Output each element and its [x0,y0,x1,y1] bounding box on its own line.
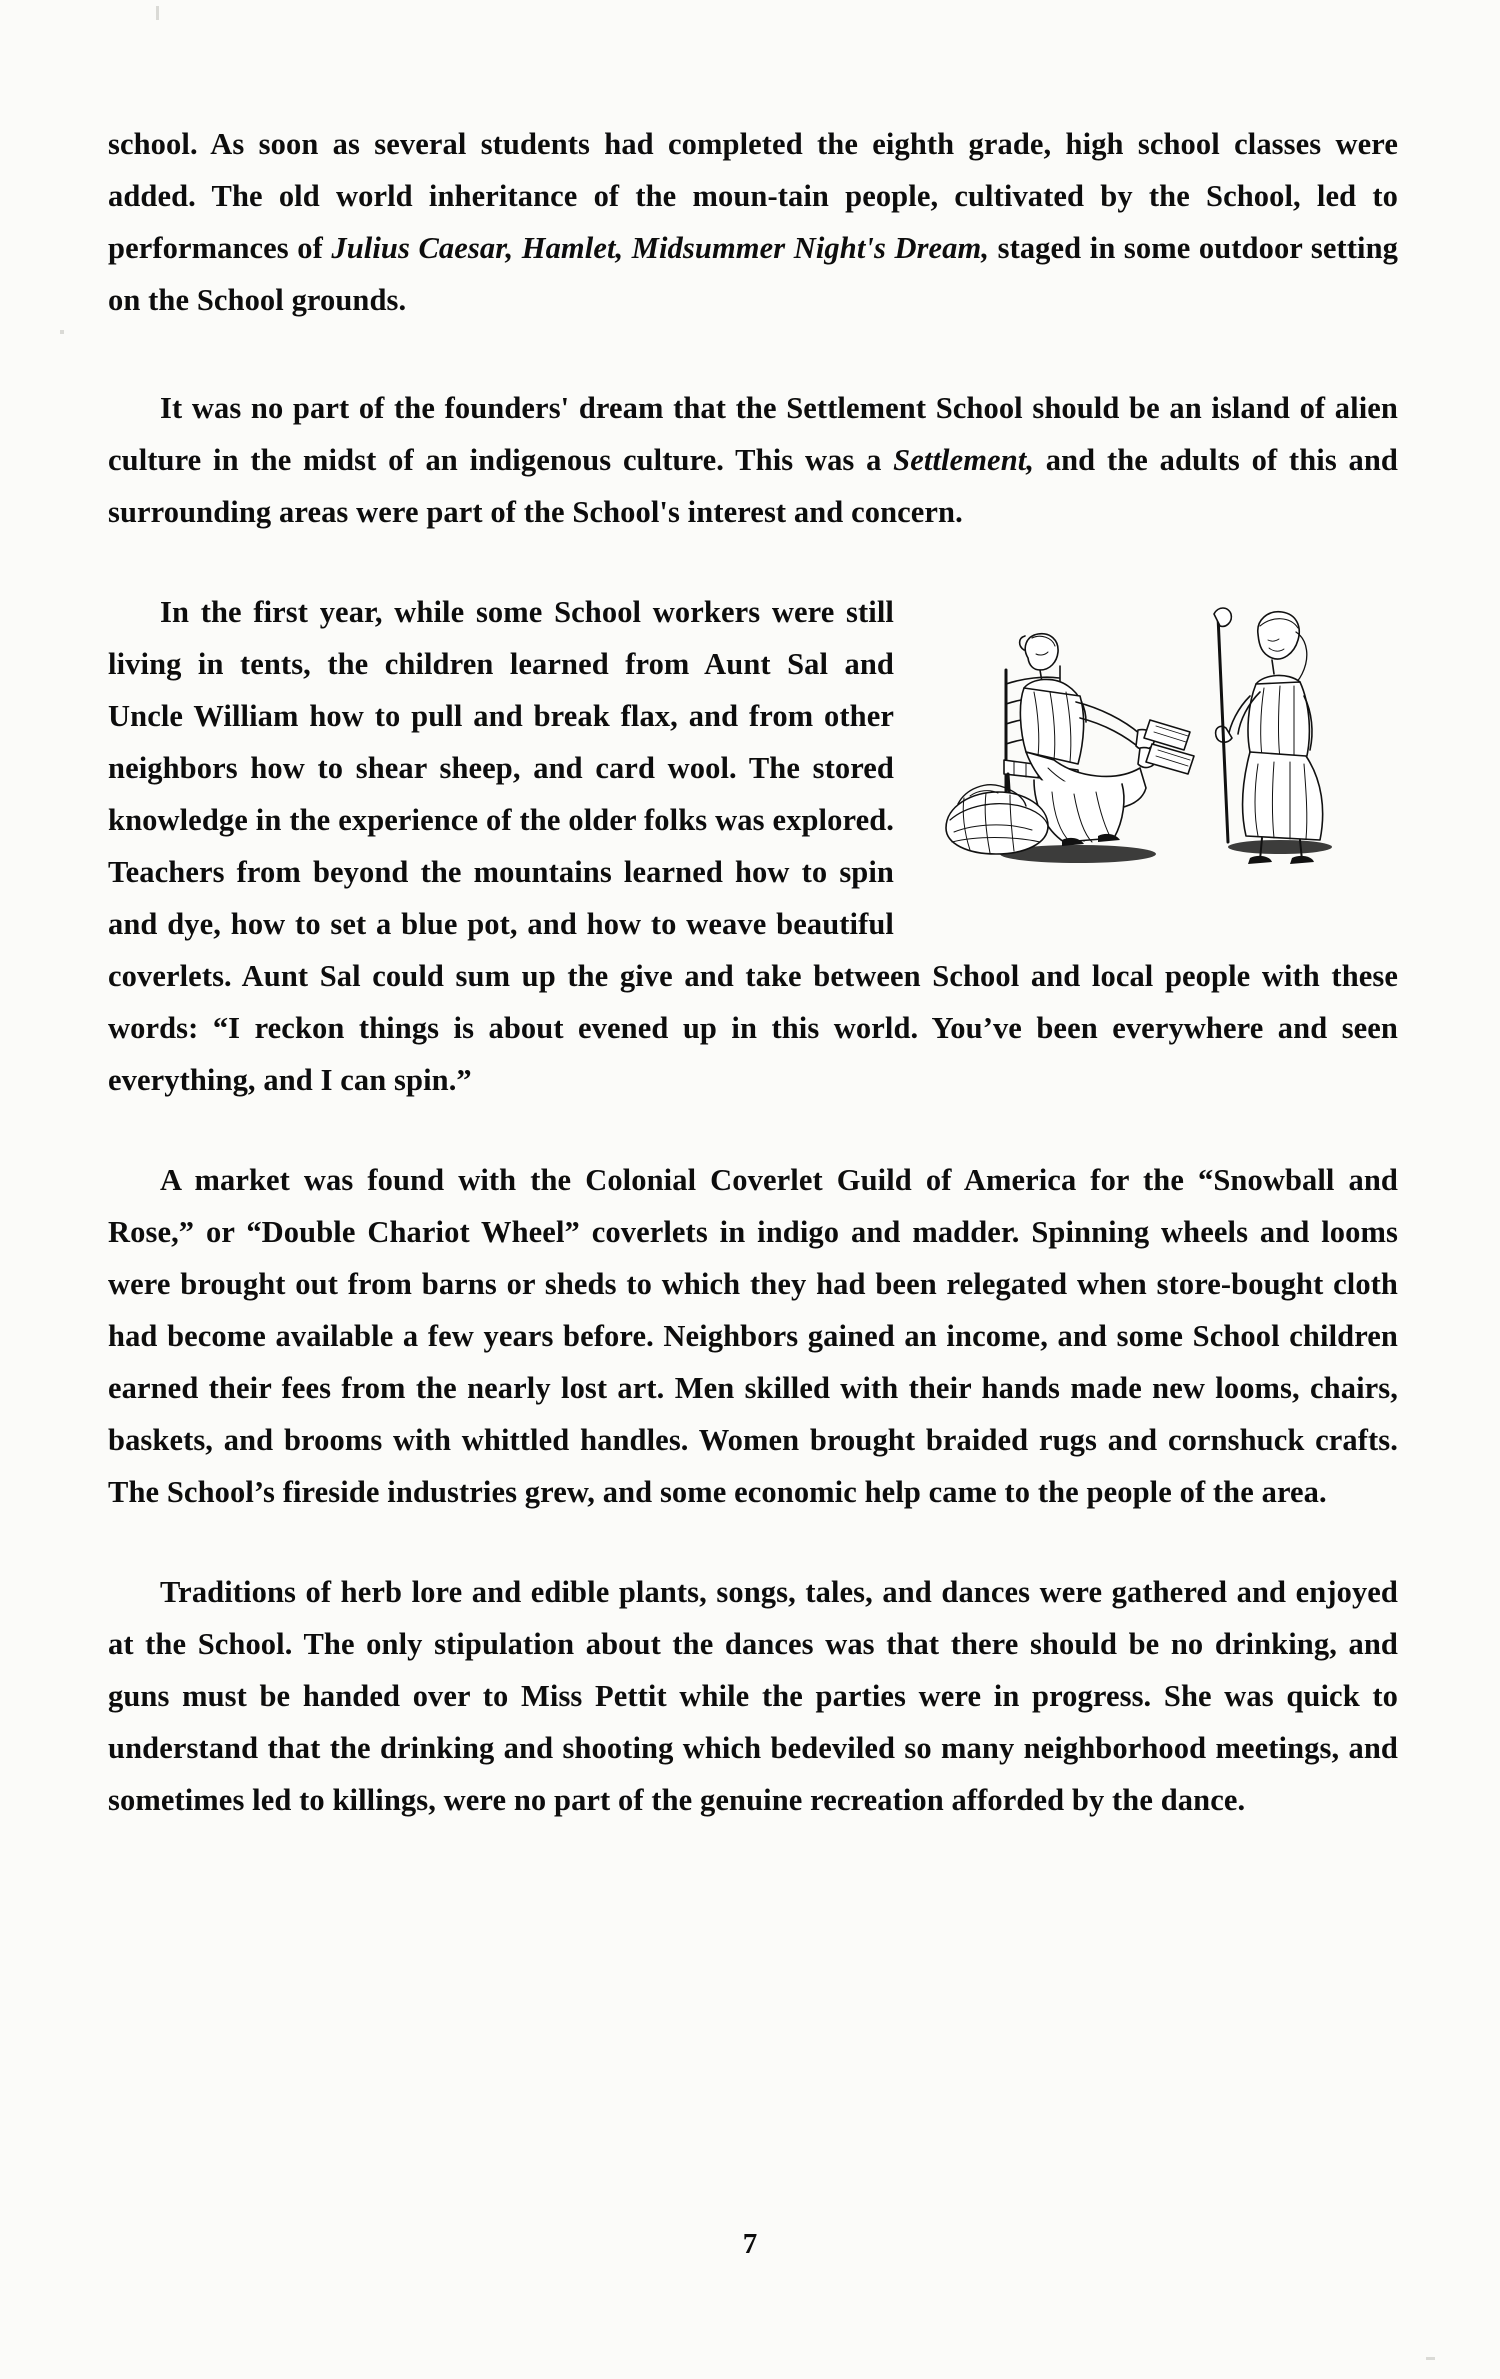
italic-run: Settlement, [893,443,1035,477]
page-body [108,118,1398,1826]
text-run: A market was found with the Colonial Coverlet Guild of America for the “Snowball and Rose,” or “Double Chariot Wheel” coverlets in indigo and madder. Spinning wheels and looms were brought out from barns or sheds to which they had been relegated when store-bought cloth had become available a few years before. Neighbors gained an income, and some School children earned their fees from the nearly lost art. Men skilled with their hands made new looms, chairs, baskets, and brooms with whittled handles. Women brought braided rugs and cornshuck crafts. The School’s fireside industries grew, and some economic help came to the people of the area. [108,1163,1398,1509]
scan-speck [60,330,64,334]
scan-speck [1426,2357,1435,2360]
text-run: Traditions of herb lore and edible plants, songs, tales, and dances were gathered and enjoyed at the School. The only stipulation about the dances was that there should be no drinking, and guns must be handed over to Miss Pettit while the parties were in progress. She was quick to understand that the drinking and shooting which bedeviled so many neighborhood meetings, and sometimes led to killings, were no part of the genuine recreation afforded by the dance. [108,1575,1398,1817]
paragraph-spacer [108,326,1398,382]
illustration-spinning-and-carding [928,592,1398,942]
paragraph-1-text [108,127,1398,317]
text-run: staged in some outdoor setting on the School grounds. [108,231,1398,317]
paragraph-spacer [108,1518,1398,1566]
paragraph-spacer [108,538,1398,586]
paragraph-2 [108,382,1398,538]
paragraph-5-text [108,1575,1398,1817]
illustration-svg [928,592,1398,942]
scan-speck [156,6,159,20]
paragraph-2-text [108,391,1398,529]
paragraph-5 [108,1566,1398,1826]
paragraph-4-text [108,1163,1398,1509]
text-run: In the first year, while some School workers were still living in tents, the children learned from Aunt Sal and Uncle William how to pull and break flax, and from other neighbors how to shear sheep, and card wool. The stored knowledge in the experience of the older folks was explored. Teachers from beyond the mountains learned how to spin and dye, how to set a blue pot, and how to weave beautiful coverlets. Aunt Sal could sum up the give and take between School and local people with these words: “I reckon things is about evened up in this world. You’ve been everywhere and seen everything, and I can spin.” [108,595,1398,1097]
page-number: 7 [742,2228,758,2260]
text-run: school. As soon as several students had completed the eighth grade, high school classes were added. The old world inheritance of the moun-tain people, cultivated by the School, led to performances of [108,127,1398,265]
paragraph-spacer [108,1106,1398,1154]
paragraph-4 [108,1154,1398,1518]
text-run: It was no part of the founders' dream that the Settlement School should be an island of alien culture in the midst of an indigenous culture. This was a [108,391,1398,477]
italic-run: Julius Caesar, Hamlet, Midsummer Night's Dream, [331,231,990,265]
text-run: and the adults of this and surrounding areas were part of the School's interest and concern. [108,443,1398,529]
paragraph-3-block [108,586,1398,1106]
paragraph-1 [108,118,1398,326]
